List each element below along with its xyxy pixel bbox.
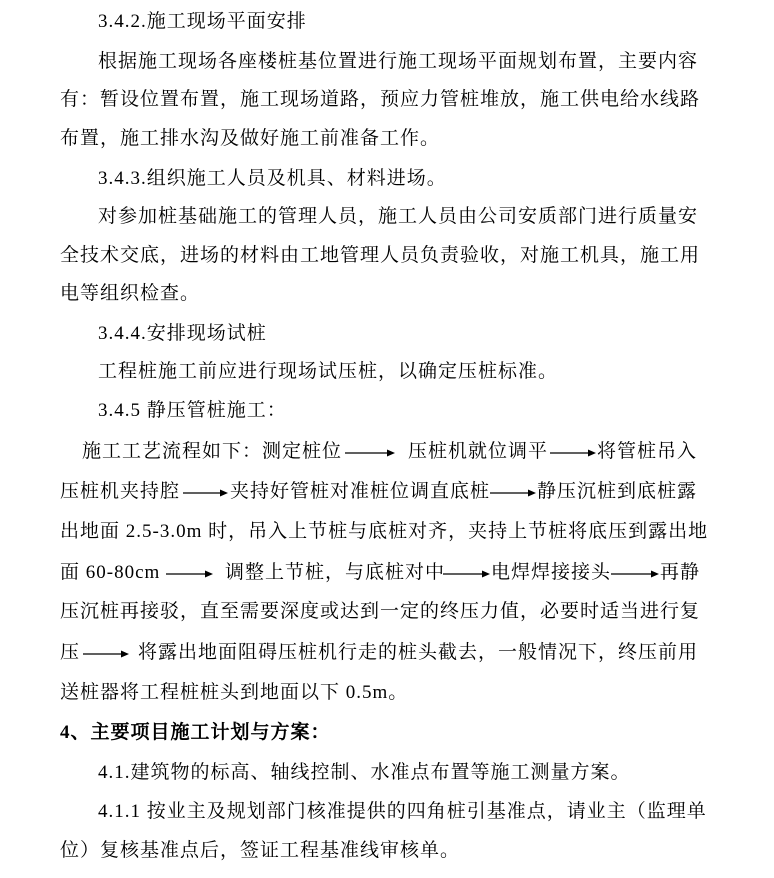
chapter-heading-4: 4、主要项目施工计划与方案： <box>60 722 331 743</box>
flow-step-text: 面 60-80cm <box>60 562 161 583</box>
paragraph-line: 电等组织检查。 <box>60 283 201 304</box>
long-right-arrow-icon <box>443 569 490 579</box>
process-flow-line <box>0 440 774 464</box>
flow-step-text: 静压沉桩到底桩露 <box>537 481 698 502</box>
long-right-arrow-icon <box>83 649 129 659</box>
paragraph-line: 送桩器将工程桩桩头到地面以下 0.5m。 <box>60 682 409 703</box>
paragraph-line: 有：暂设位置布置，施工现场道路，预应力管桩堆放，施工供电给水线路 <box>60 89 701 110</box>
section-heading-3-4-3: 3.4.3.组织施工人员及机具、材料进场。 <box>98 168 447 189</box>
long-right-arrow-icon <box>183 488 228 498</box>
section-heading-3-4-4: 3.4.4.安排现场试桩 <box>98 323 267 344</box>
paragraph-line: 布置，施工排水沟及做好施工前准备工作。 <box>60 128 441 149</box>
long-right-arrow-icon <box>166 569 213 579</box>
flow-step-text: 电焊焊接接头 <box>491 562 612 583</box>
paragraph-line: 对参加桩基础施工的管理人员，施工人员由公司安质部门进行质量安 <box>98 206 699 227</box>
long-right-arrow-icon <box>490 488 536 498</box>
flow-step-text: 施工工艺流程如下：测定桩位 <box>82 441 343 462</box>
long-right-arrow-icon <box>611 569 659 579</box>
flow-step-text: 夹持好管桩对准桩位调直底桩 <box>230 481 491 502</box>
section-heading-4-1: 4.1.建筑物的标高、轴线控制、水准点布置等施工测量方案。 <box>98 762 631 783</box>
paragraph-line: 压沉桩再接驳，直至需要深度或达到一定的终压力值，必要时适当进行复 <box>60 601 701 622</box>
paragraph-line: 4.1.1 按业主及规划部门核准提供的四角桩引基准点，请业主（监理单 <box>98 801 707 822</box>
section-heading-3-4-2: 3.4.2.施工现场平面安排 <box>98 11 307 32</box>
process-flow-line <box>0 480 774 504</box>
flow-step-text: 再静 <box>660 562 701 583</box>
section-heading-3-4-5: 3.4.5 静压管桩施工： <box>98 400 287 421</box>
process-flow-line <box>0 561 774 585</box>
flow-step-text: 调整上节桩，与底桩对中 <box>225 562 446 583</box>
paragraph-line: 工程桩施工前应进行现场试压桩，以确定压桩标准。 <box>98 361 559 382</box>
process-flow-line <box>0 641 774 665</box>
flow-step-text: 压桩机就位调平 <box>408 441 549 462</box>
flow-step-text: 压 <box>60 642 81 663</box>
long-right-arrow-icon <box>345 448 395 458</box>
paragraph-line: 位）复核基准点后，签证工程基准线审核单。 <box>60 840 461 861</box>
paragraph-line: 出地面 2.5-3.0m 时，吊入上节桩与底桩对齐，夹持上节桩将底压到露出地 <box>60 521 709 542</box>
long-right-arrow-icon <box>550 448 596 458</box>
flow-step-text: 将管桩吊入 <box>597 441 698 462</box>
flow-step-text: 压桩机夹持腔 <box>60 481 181 502</box>
paragraph-line: 根据施工现场各座楼桩基位置进行施工现场平面规划布置，主要内容 <box>98 51 699 72</box>
paragraph-line: 全技术交底，进场的材料由工地管理人员负责验收，对施工机具，施工用 <box>60 245 701 266</box>
flow-step-text: 将露出地面阻碍压桩机行走的桩头截去，一般情况下，终压前用 <box>138 642 699 663</box>
